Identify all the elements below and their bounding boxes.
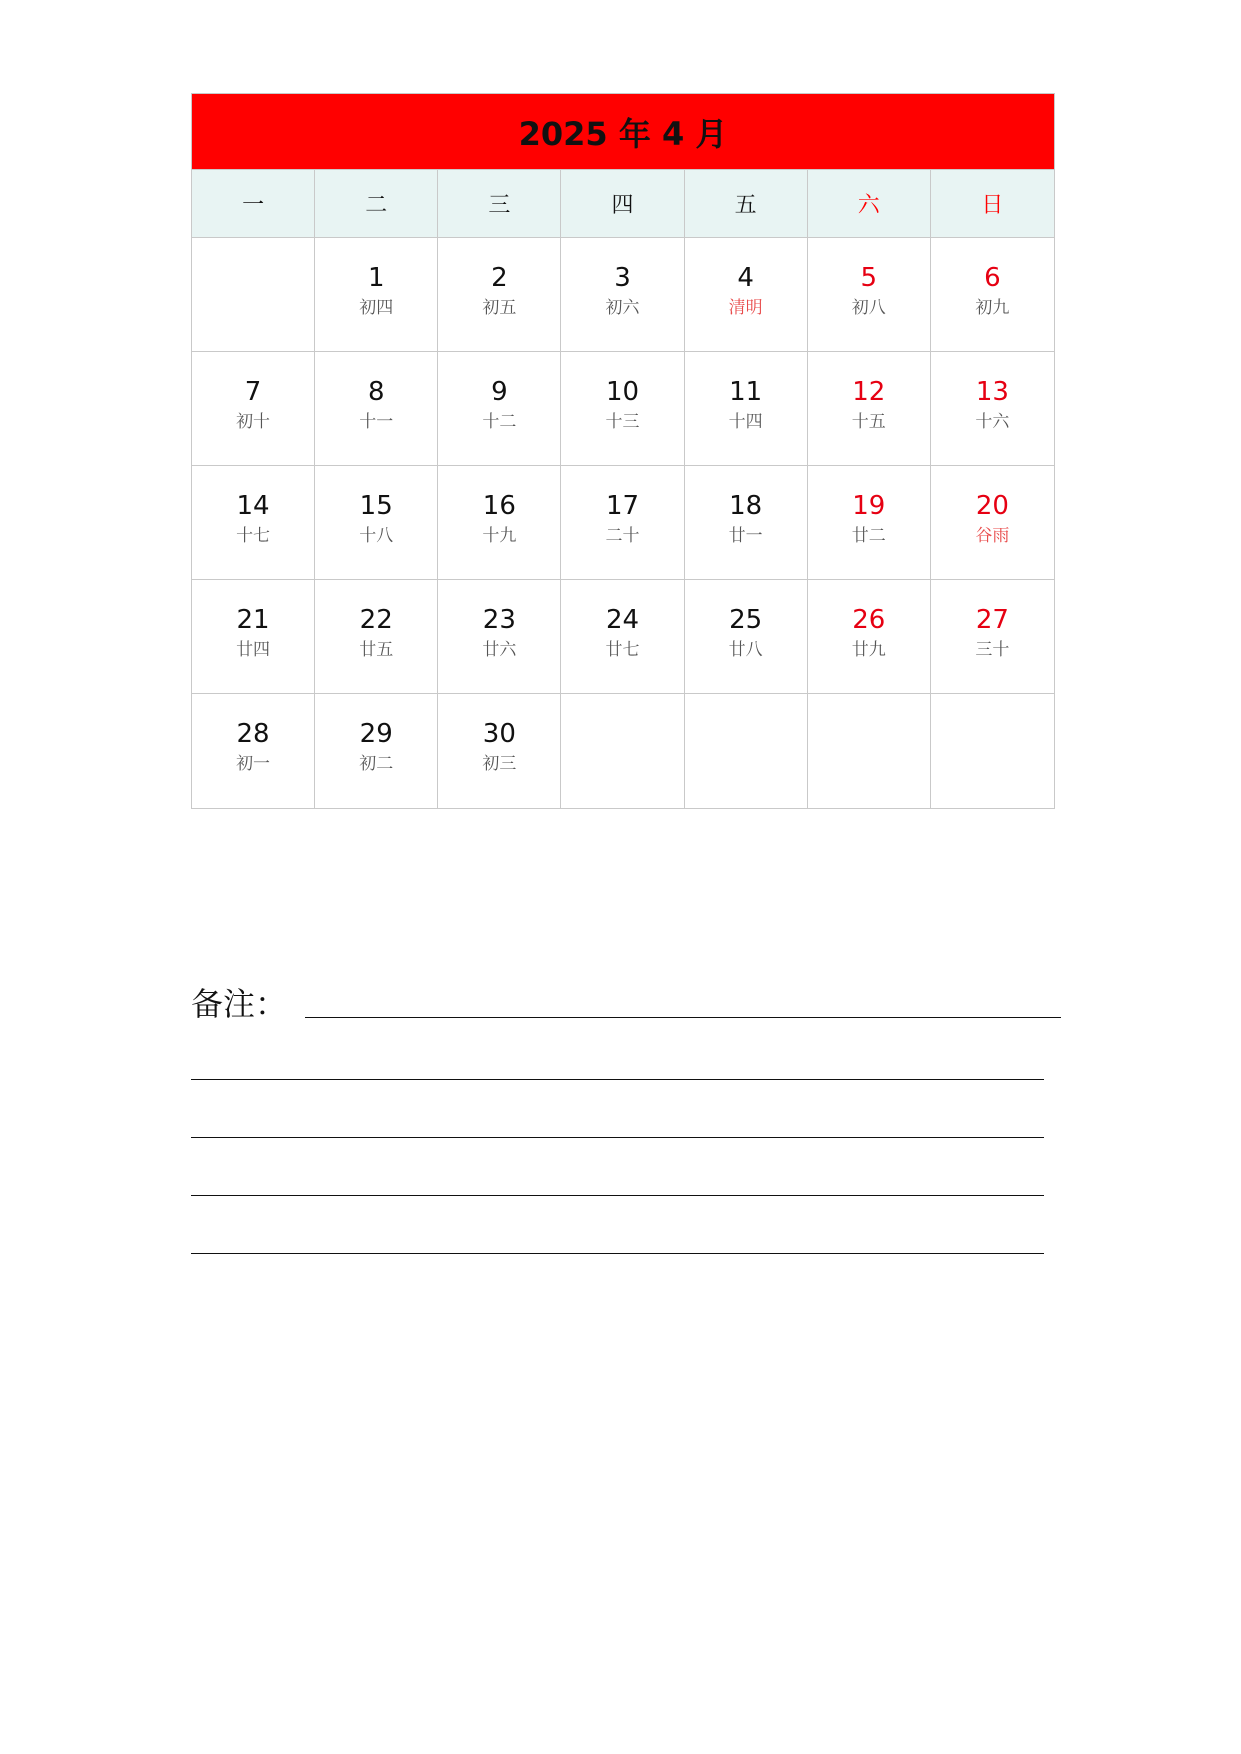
lunar-date: 廿七 <box>605 640 640 660</box>
day-number: 25 <box>729 605 763 635</box>
day-cell[interactable] <box>315 694 438 808</box>
day-number: 23 <box>482 605 516 635</box>
notes-blank-line[interactable] <box>191 1079 1044 1080</box>
lunar-date: 廿九 <box>851 640 886 660</box>
weekday-header: 六 <box>808 170 931 238</box>
day-number: 1 <box>367 263 385 293</box>
lunar-date: 初三 <box>482 754 517 774</box>
lunar-date: 初八 <box>851 298 886 318</box>
day-number: 2 <box>491 263 508 293</box>
day-cell[interactable] <box>315 466 438 580</box>
day-cell[interactable] <box>315 580 438 694</box>
notes-blank-line[interactable] <box>305 1017 1061 1018</box>
day-number: 17 <box>605 491 640 521</box>
weekday-header: 三 <box>438 170 561 238</box>
day-number: 28 <box>236 719 270 749</box>
day-number: 4 <box>737 263 754 293</box>
day-number: 8 <box>367 377 385 407</box>
day-number: 21 <box>236 605 270 635</box>
day-cell[interactable] <box>931 238 1054 352</box>
day-number: 5 <box>860 263 878 293</box>
lunar-date: 初十 <box>236 412 271 432</box>
calendar-title: 2025 年 4 月 <box>192 94 1054 170</box>
lunar-date: 初一 <box>236 754 271 774</box>
day-number: 18 <box>729 491 763 521</box>
day-cell[interactable] <box>685 580 808 694</box>
lunar-date: 初二 <box>359 754 394 774</box>
notes-extra-lines <box>191 1079 1061 1254</box>
empty-day-cell <box>192 238 315 352</box>
calendar-table <box>191 93 1055 809</box>
lunar-date: 十五 <box>851 412 886 432</box>
day-cell[interactable] <box>808 466 931 580</box>
weekday-header: 四 <box>561 170 684 238</box>
lunar-date: 廿四 <box>236 640 271 660</box>
day-cell[interactable] <box>192 466 315 580</box>
lunar-date: 初四 <box>359 298 394 318</box>
lunar-date: 廿五 <box>359 640 394 660</box>
day-number: 16 <box>482 491 516 521</box>
day-cell[interactable] <box>931 352 1054 466</box>
lunar-date: 初九 <box>975 298 1010 318</box>
day-number: 14 <box>236 491 270 521</box>
day-number: 22 <box>359 605 393 635</box>
lunar-date: 十六 <box>975 412 1010 432</box>
day-cell[interactable] <box>438 694 561 808</box>
empty-day-cell <box>685 694 808 808</box>
day-cell[interactable] <box>315 352 438 466</box>
day-grid <box>192 238 1054 808</box>
day-cell[interactable] <box>685 466 808 580</box>
day-cell[interactable] <box>561 238 684 352</box>
lunar-date: 廿六 <box>482 640 517 660</box>
notes-first-line <box>191 980 1061 1024</box>
day-cell[interactable] <box>192 694 315 808</box>
day-number: 3 <box>614 263 631 293</box>
lunar-date: 初五 <box>482 298 517 318</box>
lunar-date: 十三 <box>605 412 640 432</box>
day-cell[interactable] <box>438 238 561 352</box>
lunar-date: 三十 <box>975 640 1010 660</box>
lunar-date: 二十 <box>605 526 640 546</box>
weekday-header: 五 <box>685 170 808 238</box>
day-number: 19 <box>852 491 886 521</box>
day-number: 13 <box>975 377 1009 407</box>
lunar-date: 十八 <box>359 526 394 546</box>
lunar-date: 廿一 <box>728 526 763 546</box>
notes-label: 备注： <box>191 985 288 1023</box>
day-cell[interactable] <box>192 352 315 466</box>
day-number: 27 <box>975 605 1009 635</box>
lunar-date: 初六 <box>605 298 640 318</box>
empty-day-cell <box>931 694 1054 808</box>
weekday-header: 二 <box>315 170 438 238</box>
lunar-date: 十一 <box>359 412 394 432</box>
day-cell[interactable] <box>315 238 438 352</box>
weekday-header: 日 <box>931 170 1054 238</box>
day-cell[interactable] <box>685 238 808 352</box>
day-number: 30 <box>482 719 516 749</box>
day-number: 6 <box>984 263 1001 293</box>
lunar-date: 十九 <box>482 526 517 546</box>
day-number: 29 <box>359 719 393 749</box>
day-number: 20 <box>975 491 1009 521</box>
day-number: 26 <box>852 605 886 635</box>
day-cell[interactable] <box>438 580 561 694</box>
day-number: 15 <box>359 491 393 521</box>
day-number: 7 <box>244 377 262 407</box>
lunar-date: 廿八 <box>728 640 763 660</box>
notes-blank-line[interactable] <box>191 1253 1044 1254</box>
notes-section <box>191 980 1061 1254</box>
day-cell[interactable] <box>438 466 561 580</box>
day-number: 24 <box>605 605 640 635</box>
weekday-header: 一 <box>192 170 315 238</box>
day-cell[interactable] <box>931 580 1054 694</box>
day-number: 9 <box>491 377 508 407</box>
day-cell[interactable] <box>685 352 808 466</box>
weekday-header-row <box>192 170 1054 238</box>
day-cell[interactable] <box>561 580 684 694</box>
solar-term-label: 谷雨 <box>975 526 1010 546</box>
day-cell[interactable] <box>808 238 931 352</box>
solar-term-label: 清明 <box>728 298 763 318</box>
empty-day-cell <box>808 694 931 808</box>
day-cell[interactable] <box>808 352 931 466</box>
lunar-date: 十四 <box>728 412 763 432</box>
lunar-date: 廿二 <box>851 526 886 546</box>
empty-day-cell <box>561 694 684 808</box>
day-number: 12 <box>852 377 886 407</box>
day-cell[interactable] <box>931 466 1054 580</box>
notes-blank-line[interactable] <box>191 1137 1044 1138</box>
day-cell[interactable] <box>438 352 561 466</box>
day-cell[interactable] <box>808 580 931 694</box>
day-number: 10 <box>605 377 640 407</box>
lunar-date: 十七 <box>236 526 271 546</box>
day-number: 11 <box>729 377 763 407</box>
lunar-date: 十二 <box>482 412 517 432</box>
notes-blank-line[interactable] <box>191 1195 1044 1196</box>
day-cell[interactable] <box>561 466 684 580</box>
day-cell[interactable] <box>192 580 315 694</box>
day-cell[interactable] <box>561 352 684 466</box>
